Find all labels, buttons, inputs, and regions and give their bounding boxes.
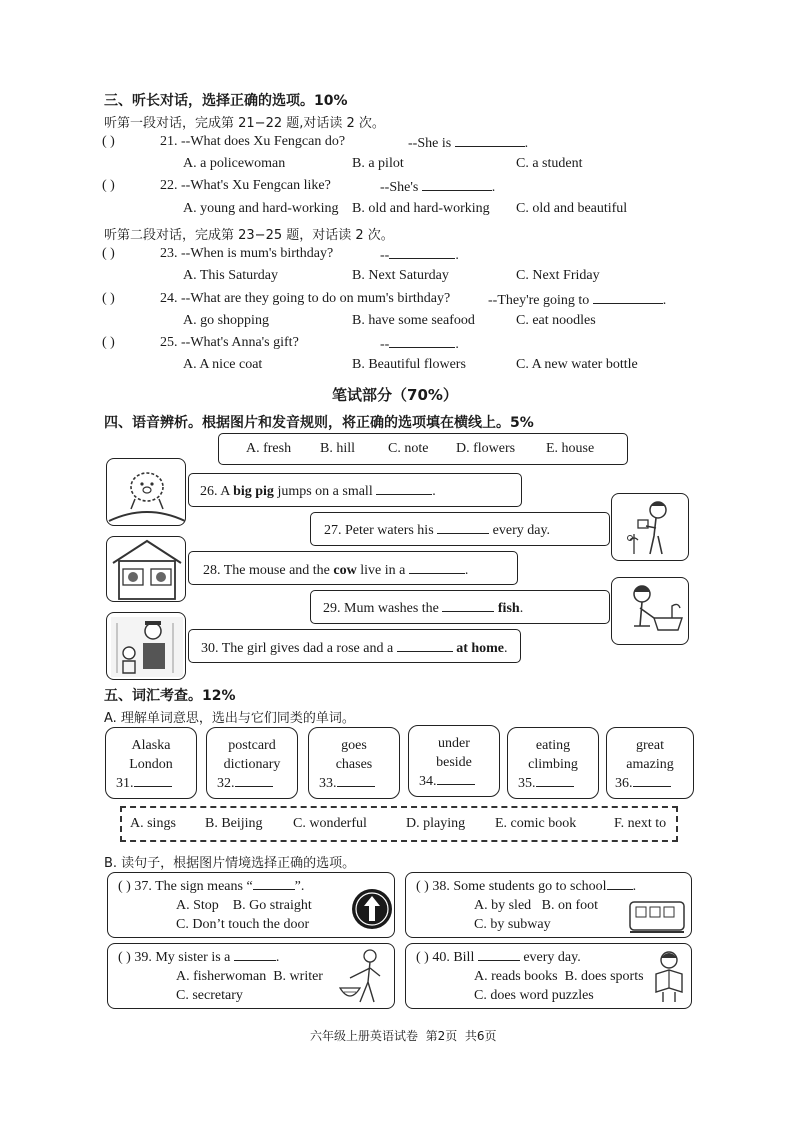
q37-option-c[interactable]: C. Don’t touch the door — [176, 917, 310, 932]
q23-response: -- . — [380, 248, 459, 263]
blank-27[interactable] — [437, 521, 489, 534]
q21-question: 21. --What does Xu Fengcan do? — [160, 134, 346, 149]
q39-option-b[interactable]: B. writer — [273, 969, 323, 984]
q39-question: 39. My sister is a — [134, 950, 231, 965]
q23-question: 23. --When is mum's birthday? — [160, 246, 334, 261]
blank-29[interactable] — [442, 599, 494, 612]
q21-response: --She is . — [408, 136, 529, 151]
q22-blank[interactable] — [422, 178, 492, 191]
group-35-word1: eating — [535, 738, 571, 753]
q24-blank[interactable] — [593, 291, 663, 304]
word-group-36 — [606, 727, 694, 799]
blank-28[interactable] — [409, 561, 465, 574]
q40-option-c[interactable]: C. does word puzzles — [474, 988, 594, 1003]
page-footer: 六年级上册英语试卷 第2页 共6页 — [310, 1029, 497, 1043]
blank-33[interactable] — [337, 774, 375, 787]
blank-31[interactable] — [134, 774, 172, 787]
q37-blank[interactable] — [253, 877, 295, 890]
phonics-option-d[interactable]: D. flowers — [456, 441, 516, 456]
vocab-choice-c[interactable]: C. wonderful — [293, 816, 367, 831]
vocab-choices-box — [120, 806, 678, 842]
sentence-30: 30. The girl gives dad a rose and a at home. — [201, 641, 508, 656]
pig-picture — [106, 458, 186, 526]
group-31-word1: Alaska — [131, 738, 171, 753]
phonics-option-c[interactable]: C. note — [388, 441, 429, 456]
blank-34[interactable] — [437, 772, 475, 785]
q39-blank[interactable] — [234, 948, 276, 961]
q22-option-a[interactable]: A. young and hard-working — [183, 201, 339, 216]
q37-box: ( ) 37. The sign means “ ”. A. Stop B. Go straight C. Don’t touch the door — [107, 872, 395, 938]
blank-35[interactable] — [536, 774, 574, 787]
q39-option-a[interactable]: A. fisherwoman — [176, 969, 267, 984]
blank-36[interactable] — [633, 774, 671, 787]
phonics-option-b[interactable]: B. hill — [320, 441, 356, 456]
q23-paren[interactable]: ( ) — [102, 246, 115, 261]
q38-option-b[interactable]: B. on foot — [541, 898, 599, 913]
q37-question: 37. The sign means “ — [134, 879, 253, 894]
q25-paren[interactable]: ( ) — [102, 335, 115, 350]
q25-question: 25. --What's Anna's gift? — [160, 335, 299, 350]
boy-watering-picture — [611, 493, 689, 561]
q24-option-c[interactable]: C. eat noodles — [516, 313, 596, 328]
group-34-word2: beside — [436, 755, 472, 770]
q23-option-a[interactable]: A. This Saturday — [183, 268, 279, 283]
dialog2-intro: 听第二段对话，完成第 23−25 题，对话读 2 次。 — [104, 228, 394, 243]
vocab-choice-f[interactable]: F. next to — [614, 816, 667, 831]
q23-option-b[interactable]: B. Next Saturday — [352, 268, 449, 283]
group-32-word1: postcard — [228, 738, 276, 753]
group-33-word1: goes — [341, 738, 367, 753]
vocab-choice-b[interactable]: B. Beijing — [205, 816, 263, 831]
q39-option-c[interactable]: C. secretary — [176, 988, 243, 1003]
q40-question: 40. Bill — [432, 950, 475, 965]
q22-option-b[interactable]: B. old and hard-working — [352, 201, 490, 216]
q38-blank[interactable] — [607, 877, 633, 890]
phonics-option-a[interactable]: A. fresh — [246, 441, 292, 456]
word-group-32 — [206, 727, 298, 799]
q25-option-a[interactable]: A. A nice coat — [183, 357, 263, 372]
group-36-word1: great — [636, 738, 664, 753]
sentence-29: 29. Mum washes the fish. — [323, 601, 524, 616]
q25-blank[interactable] — [389, 335, 455, 348]
boy-reading-picture — [650, 950, 688, 1009]
q24-option-b[interactable]: B. have some seafood — [352, 313, 475, 328]
group-33-num: 33. — [319, 776, 337, 791]
q24-option-a[interactable]: A. go shopping — [183, 313, 269, 328]
q40-blank[interactable] — [478, 948, 520, 961]
q23-blank[interactable] — [389, 246, 455, 259]
q25-response: -- . — [380, 337, 459, 352]
q22-option-c[interactable]: C. old and beautiful — [516, 201, 628, 216]
dialog1-intro: 听第一段对话，完成第 21−22 题,对话读 2 次。 — [104, 116, 385, 131]
q39-paren[interactable]: ( ) — [118, 950, 131, 965]
q24-response: --They're going to . — [488, 293, 667, 308]
blank-32[interactable] — [235, 774, 273, 787]
sentence-26: 26. A big pig jumps on a small . — [200, 484, 436, 499]
group-34-word1: under — [438, 736, 470, 751]
part4-title: 四、语音辨析。根据图片和发音规则，将正确的选项填在横线上。5% — [104, 415, 534, 431]
q40-option-a[interactable]: A. reads books — [474, 969, 558, 984]
phonics-option-e[interactable]: E. house — [546, 441, 595, 456]
subway-picture — [628, 898, 686, 941]
group-35-num: 35. — [518, 776, 536, 791]
q23-option-c[interactable]: C. Next Friday — [516, 268, 600, 283]
q40-option-b[interactable]: B. does sports — [564, 969, 644, 984]
mum-washing-picture — [611, 577, 689, 645]
fisherwoman-picture — [336, 946, 392, 1011]
group-34-num: 34. — [419, 774, 437, 789]
vocab-choice-d[interactable]: D. playing — [406, 816, 466, 831]
part5-subA: A. 理解单词意思，选出与它们同类的单词。 — [104, 711, 355, 726]
part3-title: 三、听长对话，选择正确的选项。10% — [104, 93, 348, 109]
group-32-word2: dictionary — [223, 757, 281, 772]
part5-subB: B. 读句子，根据图片情境选择正确的选项。 — [104, 856, 356, 871]
vocab-choice-e[interactable]: E. comic book — [495, 816, 577, 831]
group-32-num: 32. — [217, 776, 235, 791]
q38-box: ( ) 38. Some students go to school . A. by sled B. on foot C. by subway — [405, 872, 692, 938]
q22-response: --She's . — [380, 180, 496, 195]
q21-option-b[interactable]: B. a pilot — [352, 156, 404, 171]
q22-question: 22. --What's Xu Fengcan like? — [160, 178, 331, 193]
q25-option-c[interactable]: C. A new water bottle — [516, 357, 638, 372]
vocab-choice-a[interactable]: A. sings — [130, 816, 176, 831]
group-36-word2: amazing — [626, 757, 674, 772]
q24-paren[interactable]: ( ) — [102, 291, 115, 306]
q21-option-c[interactable]: C. a student — [516, 156, 583, 171]
q40-paren[interactable]: ( ) — [416, 950, 429, 965]
q38-option-c[interactable]: C. by subway — [474, 917, 551, 932]
blank-26[interactable] — [376, 482, 432, 495]
group-31-num: 31. — [116, 776, 134, 791]
q37-paren[interactable]: ( ) — [118, 879, 131, 894]
q39-box: ( ) 39. My sister is a . A. fisherwoman B. writer C. secretary — [107, 943, 395, 1009]
girl-and-dad-picture — [106, 612, 186, 680]
q24-question: 24. --What are they going to do on mum's birthday? — [160, 291, 451, 306]
group-35-word2: climbing — [528, 757, 578, 772]
group-36-num: 36. — [615, 776, 633, 791]
q21-blank[interactable] — [455, 134, 525, 147]
word-group-34 — [408, 725, 500, 797]
q22-paren[interactable]: ( ) — [102, 178, 115, 193]
written-section-title: 笔试部分（70%） — [332, 386, 458, 404]
q25-option-b[interactable]: B. Beautiful flowers — [352, 357, 466, 372]
word-group-33 — [308, 727, 400, 799]
house-picture — [106, 536, 186, 602]
q38-option-a[interactable]: A. by sled — [474, 898, 532, 913]
go-straight-sign-icon — [350, 887, 394, 936]
q37-option-b[interactable]: B. Go straight — [232, 898, 312, 913]
blank-30[interactable] — [397, 639, 453, 652]
sentence-27: 27. Peter waters his every day. — [324, 523, 551, 538]
q21-option-a[interactable]: A. a policewoman — [183, 156, 286, 171]
q21-paren[interactable]: ( ) — [102, 134, 115, 149]
group-31-word2: London — [129, 757, 173, 772]
q38-question: 38. Some students go to school — [432, 879, 607, 894]
sentence-28: 28. The mouse and the cow live in a . — [203, 563, 469, 578]
q40-box: ( ) 40. Bill every day. A. reads books B. does sports C. does word puzzles — [405, 943, 692, 1009]
group-33-word2: chases — [335, 757, 373, 772]
q38-paren[interactable]: ( ) — [416, 879, 429, 894]
word-group-35 — [507, 727, 599, 799]
word-group-31 — [105, 727, 197, 799]
part5-title: 五、词汇考查。12% — [104, 688, 236, 704]
q37-option-a[interactable]: A. Stop — [176, 898, 219, 913]
